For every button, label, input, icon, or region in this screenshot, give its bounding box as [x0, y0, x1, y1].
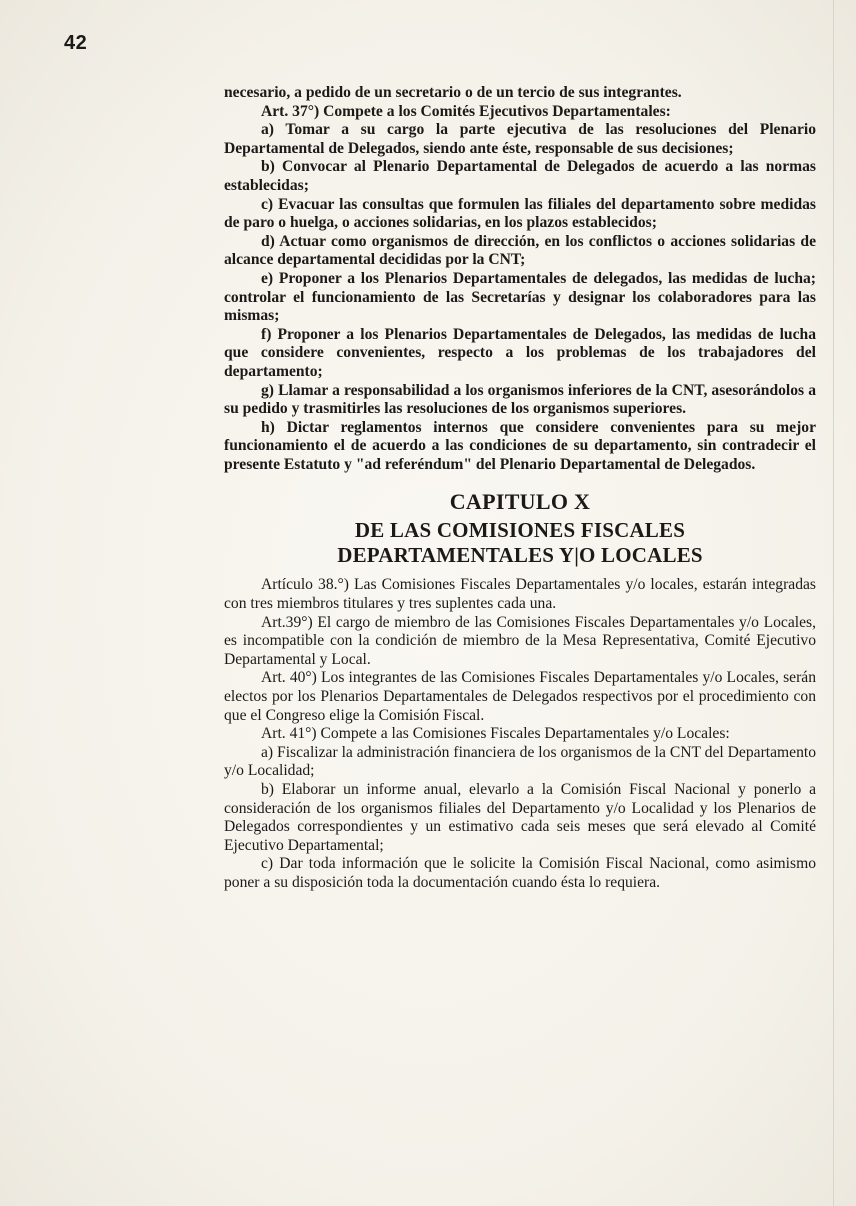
paragraph-art40: Art. 40°) Los integrantes de las Comisiones Fiscales Departamentales y/o Locales, serán electos por los Plenarios Departamentales de Delegados respectivos por el procedimiento con que el Congreso elige la Comisión Fiscal.: [224, 669, 816, 724]
chapter-subtitle: [224, 518, 816, 568]
chapter-subtitle-line-1: DE LAS COMISIONES FISCALES: [354, 518, 686, 543]
statute-articles-bottom: [224, 576, 816, 892]
paragraph-art41b: b) Elaborar un informe anual, elevarlo a la Comisión Fiscal Nacional y ponerlo a consideración de los organismos filiales del Departamento y/o Localidad y los Plenarios de Delegados correspondientes y un estimativo cada seis meses que será elevado al Comité Ejecutivo Departamental;: [224, 781, 816, 854]
paragraph-art37g: g) Llamar a responsabilidad a los organismos inferiores de la CNT, asesorándolos a su pedido y trasmitirles las resoluciones de los organismos superiores.: [224, 381, 816, 418]
paragraph-art37c: c) Evacuar las consultas que formulen las filiales del departamento sobre medidas de paro o huelga, o acciones solidarias, en los plazos establecidos;: [224, 195, 816, 232]
paragraph-art38: Artículo 38.°) Las Comisiones Fiscales Departamentales y/o locales, estarán integradas con tres miembros titulares y tres suplentes cada una.: [224, 576, 816, 613]
page-edge: [833, 0, 834, 1206]
paragraph-art37d: d) Actuar como organismos de dirección, en los conflictos o acciones solidarias de alcance departamental decididas por la CNT;: [224, 232, 816, 269]
paragraph-art41: Art. 41°) Compete a las Comisiones Fiscales Departamentales y/o Locales:: [261, 725, 730, 743]
paragraph-art41a: a) Fiscalizar la administración financiera de los organismos de la CNT del Departamento y/o Localidad;: [224, 743, 816, 780]
statute-articles-top: [224, 84, 816, 474]
paragraph-art37a: a) Tomar a su cargo la parte ejecutiva de las resoluciones del Plenario Departamental de Delegados, siendo ante éste, responsable de sus decisiones;: [224, 121, 816, 157]
paragraph-cont: necesario, a pedido de un secretario o de un tercio de sus integrantes.: [224, 84, 682, 101]
paragraph-art37e: e) Proponer a los Plenarios Departamentales de delegados, las medidas de lucha; controlar el funcionamiento de las Secretarías y designar los colaboradores para las mismas;: [224, 269, 816, 325]
page-number: 42: [64, 32, 88, 54]
paragraph-art41c: c) Dar toda información que le solicite la Comisión Fiscal Nacional, como asimismo poner a su disposición toda la documentación cuando ésta lo requiera.: [224, 855, 816, 891]
paragraph-art37h: h) Dictar reglamentos internos que considere convenientes para su mejor funcionamiento el de acuerdo a las condiciones de su departamento, sin contradecir el presente Estatuto y "ad referéndum" del Plenario Departamental de Delegados.: [224, 418, 816, 473]
paragraph-art37: Art. 37°) Compete a los Comités Ejecutivos Departamentales:: [261, 102, 671, 120]
chapter-title: CAPITULO X: [449, 489, 591, 515]
paragraph-art37f: f) Proponer a los Plenarios Departamentales de Delegados, las medidas de lucha que considere convenientes, respecto a los problemas de los trabajadores del departamento;: [224, 325, 816, 380]
page-body: [224, 84, 816, 893]
paragraph-art37b: b) Convocar al Plenario Departamental de Delegados de acuerdo a las normas establecidas;: [224, 158, 816, 194]
chapter-subtitle-line-2: DEPARTAMENTALES Y|O LOCALES: [337, 543, 703, 568]
paragraph-art39: Art.39°) El cargo de miembro de las Comisiones Fiscales Departamentales y/o Locales, es incompatible con la condición de miembro de la Mesa Representativa, Comité Ejecutivo Departamental y Local.: [224, 613, 816, 668]
